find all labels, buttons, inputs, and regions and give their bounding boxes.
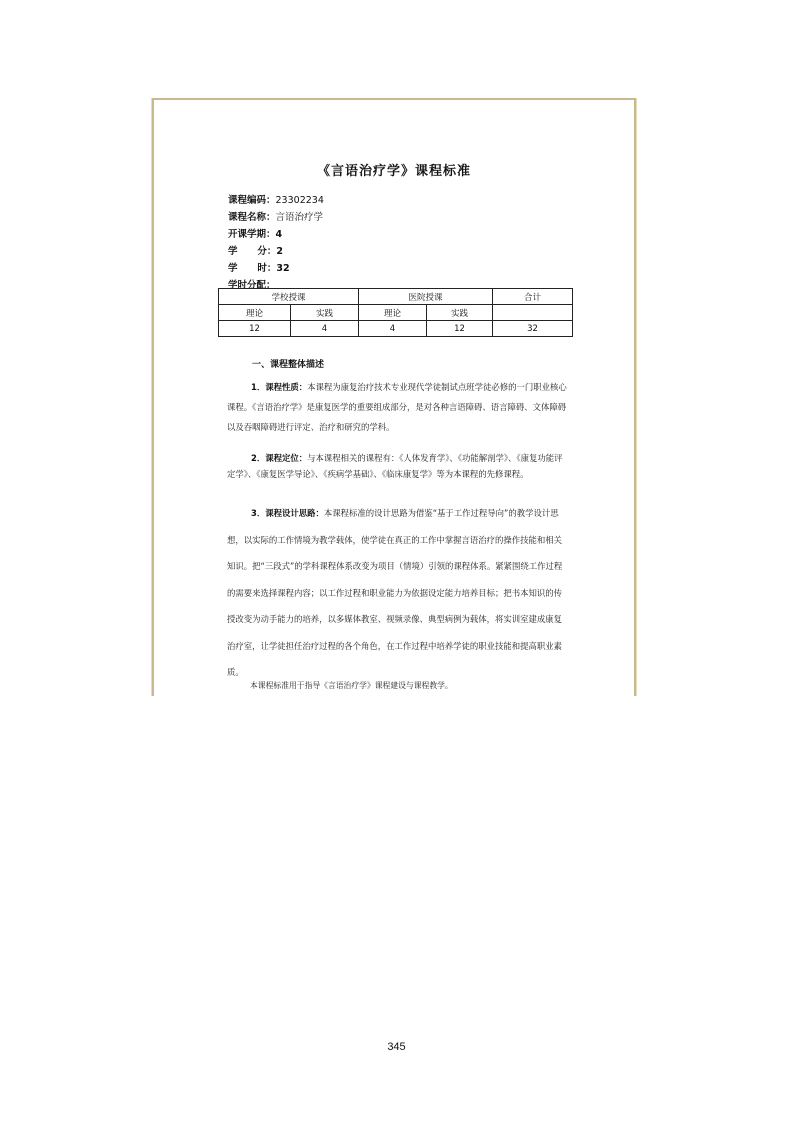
meta-value: 23302234 (275, 195, 324, 206)
table-cell: 12 (219, 321, 291, 337)
meta-label: 开课学期： (228, 229, 276, 240)
page-number: 345 (387, 1041, 406, 1053)
paragraph-text: 本课程标准的设计思路为借鉴“基于工作过程导向”的教学设计思想，以实际的工作情境为教学载体，使学徒在真正的工作中掌握言语治疗的操作技能和相关知识。把“三段式”的学科课程体系改变为项目（情境）引领的课程体系。紧紧围绕工作过程的需要来选择课程内容；以工作过程和职业能力为依据设定能力培养目标；把书本知识的传授改变为动手能力的培养，以多媒体教室、视频录像、典型病例为载体，将实训室建成康复治疗室，让学徒担任治疗过程的各个角色，在工作过程中培养学徒的职业技能和提高职业素质。 (227, 508, 563, 677)
meta-value: 32 (276, 263, 290, 274)
meta-value: 4 (275, 229, 283, 240)
table-subheader (493, 305, 573, 321)
table-row (219, 305, 573, 321)
paragraph-label: 3．课程设计思路： (251, 508, 324, 518)
paragraph-course-position (227, 450, 569, 482)
meta-label: 学 时： (228, 263, 277, 274)
table-cell: 32 (493, 321, 573, 337)
table-cell: 12 (427, 321, 493, 337)
meta-value: 2 (276, 246, 283, 257)
meta-course-name (228, 212, 323, 224)
meta-hours (228, 263, 290, 275)
table-subheader: 实践 (427, 305, 493, 321)
table-row (219, 321, 573, 337)
table-cell: 4 (359, 321, 427, 337)
meta-value: 言语治疗学 (275, 212, 324, 223)
table-group-header: 合计 (493, 289, 573, 305)
paragraph-label: 2．课程定位： (251, 453, 308, 463)
meta-label: 课程编码： (228, 195, 276, 206)
table-group-header: 学校授课 (219, 289, 359, 305)
section-heading: 一、课程整体描述 (252, 360, 325, 370)
table-subheader: 理论 (219, 305, 291, 321)
document-title: 《言语治疗学》课程标准 (316, 164, 471, 179)
meta-credits (228, 246, 283, 258)
table-row (219, 289, 573, 305)
closing-note: 本课程标准用于指导《言语治疗学》课程建设与课程教学。 (250, 681, 453, 690)
paragraph-design-approach (227, 500, 569, 686)
meta-course-code (228, 195, 324, 207)
hours-table (218, 288, 573, 337)
paragraph-label: 1．课程性质： (251, 382, 308, 392)
table-subheader: 理论 (359, 305, 427, 321)
document-page (152, 98, 636, 696)
paragraph-text: 本课程为康复治疗技术专业现代学徒制试点班学徒必修的一门职业核心课程。《言语治疗学》是康复医学的重要组成部分，是对各种言语障碍、语言障碍、文体障碍以及吞咽障碍进行评定、治疗和研究的学科。 (227, 382, 567, 432)
paragraph-course-nature (227, 377, 569, 437)
table-group-header: 医院授课 (359, 289, 493, 305)
table-cell: 4 (291, 321, 359, 337)
table-subheader: 实践 (291, 305, 359, 321)
meta-label: 课程名称： (228, 212, 276, 223)
meta-semester (228, 229, 282, 241)
meta-label: 学时分配： (228, 280, 276, 291)
meta-label: 学 分： (228, 246, 277, 257)
paragraph-text: 与本课程相关的课程有：《人体发育学》、《功能解剖学》、《康复功能评定学》、《康复医学导论》、《疾病学基础》、《临床康复学》等为本课程的先修课程。 (227, 453, 563, 479)
